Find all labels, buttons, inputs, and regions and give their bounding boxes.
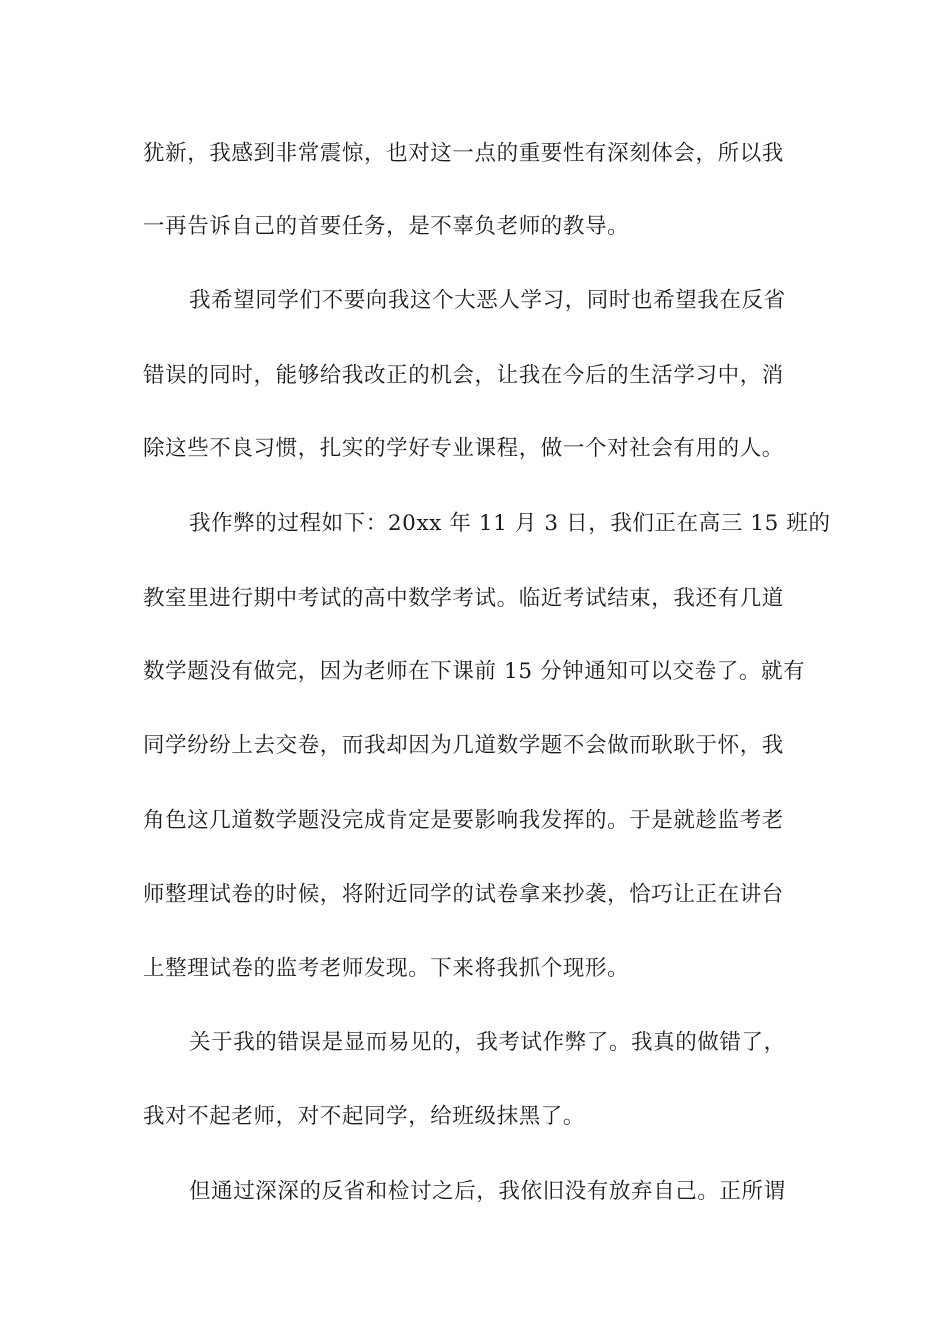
text-line: 除这些不良习惯，扎实的学好专业课程，做一个对社会有用的人。 — [143, 436, 784, 461]
text-line: 我对不起老师，对不起同学，给班级抹黑了。 — [143, 1104, 586, 1129]
text-line: 同学纷纷上去交卷，而我却因为几道数学题不会做而耿耿于怀，我 — [143, 733, 784, 758]
paragraph-start-line: 我作弊的过程如下：20xx 年 11 月 3 日，我们正在高三 15 班的 — [189, 511, 831, 536]
paragraph-start-line: 我希望同学们不要向我这个大恶人学习，同时也希望我在反省 — [189, 288, 786, 313]
paragraph-start-line: 但通过深深的反省和检讨之后，我依旧没有放弃自己。正所谓 — [189, 1179, 786, 1204]
text-line: 犹新，我感到非常震惊，也对这一点的重要性有深刻体会，所以我 — [143, 141, 784, 166]
text-line: 角色这几道数学题没完成肯定是要影响我发挥的。于是就趁监考老 — [143, 808, 784, 833]
text-line: 上整理试卷的监考老师发现。下来将我抓个现形。 — [143, 956, 630, 981]
text-line: 错误的同时，能够给我改正的机会，让我在今后的生活学习中，消 — [143, 363, 784, 388]
text-line: 一再告诉自己的首要任务，是不辜负老师的教导。 — [143, 214, 630, 239]
text-line: 师整理试卷的时候，将附近同学的试卷拿来抄袭，恰巧让正在讲台 — [143, 882, 784, 907]
text-line: 教室里进行期中考试的高中数学考试。临近考试结束，我还有几道 — [143, 586, 784, 611]
paragraph-start-line: 关于我的错误是显而易见的，我考试作弊了。我真的做错了， — [189, 1030, 786, 1055]
text-line: 数学题没有做完，因为老师在下课前 15 分钟通知可以交卷了。就有 — [143, 659, 806, 684]
